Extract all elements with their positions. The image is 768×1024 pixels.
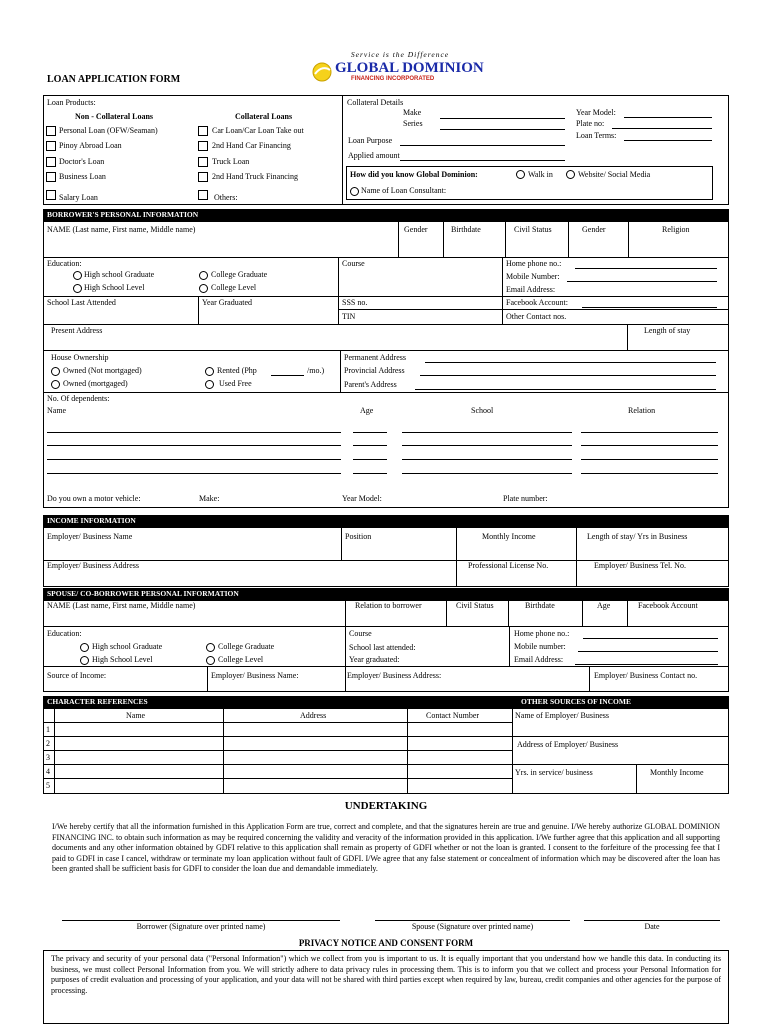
- length-stay-business-label: Length of stay/ Yrs in Business: [587, 532, 688, 541]
- other-years-label: Yrs. in service/ business: [515, 768, 593, 777]
- dependents-label: No. Of dependents:: [47, 394, 110, 403]
- option-2nd-hand-truck: 2nd Hand Truck Financing: [212, 172, 298, 181]
- borrower-section-header: BORROWER'S PERSONAL INFORMATION: [43, 209, 729, 221]
- owned-mortgaged-label: Owned (mortgaged): [63, 379, 128, 388]
- brand-subtitle: FINANCING INCORPORATED: [351, 76, 435, 82]
- globe-icon: [311, 61, 333, 83]
- education-label: Education:: [47, 259, 82, 268]
- radio-spouse-col-level[interactable]: [206, 656, 215, 665]
- length-stay-label: Length of stay: [644, 326, 691, 335]
- option-car-loan: Car Loan/Car Loan Take out: [212, 126, 304, 135]
- plate-no-label: Plate no:: [576, 119, 605, 128]
- option-salary-loan: Salary Loan: [59, 193, 98, 202]
- radio-col-grad[interactable]: [199, 271, 208, 280]
- radio-owned-mortgaged[interactable]: [51, 380, 60, 389]
- tel-no-label: Employer/ Business Tel. No.: [594, 561, 686, 570]
- dep-relation-header: Relation: [628, 406, 656, 415]
- option-personal-loan: Personal Loan (OFW/Seaman): [59, 126, 158, 135]
- privacy-text: The privacy and security of your personal data ("Personal Information") which we collect from you is important to us. It is equally important that you understand how we handle this data. In conducting its business, we must collect Personal Information from you. We will strictly adhere to data privacy rules in processing them. This is to inform you that we collect and process your Personal Information for purposes of credit evaluation and processing of your application, and your data will not be shared with third parties except when required by law, bureau, credit companies and other agencies for the purpose of processing.: [51, 954, 721, 995]
- privacy-title: PRIVACY NOTICE AND CONSENT FORM: [298, 938, 474, 948]
- spouse-signature-line[interactable]: [375, 920, 570, 921]
- facebook-label: Facebook Account:: [506, 298, 568, 307]
- how-know-label: How did you know Global Dominion:: [350, 170, 478, 179]
- option-business-loan: Business Loan: [59, 172, 106, 181]
- radio-spouse-col-grad[interactable]: [206, 643, 215, 652]
- school-attended-label: School Last Attended: [47, 298, 116, 307]
- year-model-field[interactable]: [624, 117, 712, 118]
- ref-row-2: 2: [46, 739, 50, 748]
- year-graduated-label: Year Graduated: [202, 298, 253, 307]
- applied-amount-label: Applied amount: [348, 151, 400, 160]
- spouse-contact-label: Employer/ Business Contact no.: [594, 671, 698, 680]
- borrower-signature-line[interactable]: [62, 920, 340, 921]
- owned-not-mortgaged-label: Owned (Not mortgaged): [63, 366, 142, 375]
- radio-col-level[interactable]: [199, 284, 208, 293]
- spouse-col-level-label: College Level: [218, 655, 264, 664]
- vehicle-make-label: Make:: [199, 494, 220, 503]
- checkbox-2nd-hand-truck[interactable]: [198, 172, 208, 182]
- col-grad-label: College Graduate: [211, 270, 268, 279]
- rented-suffix: /mo.): [307, 366, 325, 375]
- used-free-label: Used Free: [219, 379, 252, 388]
- monthly-income-label: Monthly Income: [482, 532, 536, 541]
- collateral-details-title: Collateral Details: [347, 98, 404, 107]
- religion-label: Religion: [662, 225, 690, 234]
- dep-age-header: Age: [360, 406, 374, 415]
- references-title: CHARACTER REFERENCES: [47, 697, 148, 706]
- checkbox-doctors-loan[interactable]: [46, 157, 56, 167]
- position-label: Position: [345, 532, 372, 541]
- email-label: Email Address:: [506, 285, 556, 294]
- spouse-hs-grad-label: High school Graduate: [92, 642, 163, 651]
- mobile-field[interactable]: [567, 281, 717, 282]
- spouse-facebook-label: Facebook Account: [638, 601, 698, 610]
- other-contact-label: Other Contact nos.: [506, 312, 567, 321]
- home-phone-label: Home phone no.:: [506, 259, 562, 268]
- radio-hs-level[interactable]: [73, 284, 82, 293]
- rented-label: Rented (Php: [217, 366, 257, 375]
- radio-spouse-hs-level[interactable]: [80, 656, 89, 665]
- spouse-employer-address-label: Employer/ Business Address:: [347, 671, 442, 680]
- option-others: Others:: [214, 193, 238, 202]
- brand-name: GLOBAL DOMINION: [335, 60, 484, 76]
- permanent-address-label: Permanent Address: [344, 353, 406, 362]
- spouse-home-phone-label: Home phone no.:: [514, 629, 570, 638]
- checkbox-others[interactable]: [198, 190, 208, 200]
- income-section-header: INCOME INFORMATION: [43, 515, 729, 527]
- other-income-title: OTHER SOURCES OF INCOME: [521, 697, 631, 706]
- loan-products-title: Loan Products:: [47, 98, 96, 107]
- dep-school-header: School: [471, 406, 494, 415]
- loan-purpose-field[interactable]: [400, 145, 565, 146]
- ref-row-1: 1: [46, 725, 50, 734]
- loan-purpose-label: Loan Purpose: [348, 136, 393, 145]
- civil-status-label: Civil Status: [514, 225, 552, 234]
- option-truck-loan: Truck Loan: [212, 157, 250, 166]
- tagline: Service is the Difference: [350, 50, 450, 59]
- vehicle-year-model-label: Year Model:: [342, 494, 382, 503]
- borrower-signature-label: Borrower (Signature over printed name): [136, 922, 266, 931]
- spouse-birthdate-label: Birthdate: [525, 601, 555, 610]
- motor-vehicle-label: Do you own a motor vehicle:: [47, 494, 141, 503]
- non-collateral-header: Non - Collateral Loans: [75, 112, 153, 121]
- radio-used-free[interactable]: [205, 380, 214, 389]
- loan-terms-field[interactable]: [624, 140, 712, 141]
- spouse-hs-level-label: High School Level: [92, 655, 153, 664]
- mobile-label: Mobile Number:: [506, 272, 560, 281]
- house-ownership-label: House Ownership: [51, 353, 109, 362]
- spouse-mobile-label: Mobile number:: [514, 642, 566, 651]
- col-level-label: College Level: [211, 283, 257, 292]
- company-logo: [311, 60, 491, 86]
- spouse-email-field[interactable]: [575, 664, 718, 665]
- sss-label: SSS no.: [342, 298, 368, 307]
- course-label: Course: [342, 259, 365, 268]
- present-address-label: Present Address: [51, 326, 103, 335]
- borrower-name-label: NAME (Last name, First name, Middle name): [47, 225, 196, 234]
- other-monthly-label: Monthly Income: [650, 768, 704, 777]
- radio-consultant[interactable]: [350, 187, 359, 196]
- ref-row-3: 3: [46, 753, 50, 762]
- series-label: Series: [403, 119, 423, 128]
- consultant-label: Name of Loan Consultant:: [361, 186, 447, 195]
- provincial-address-label: Provincial Address: [344, 366, 405, 375]
- tin-label: TIN: [342, 312, 356, 321]
- radio-hs-grad[interactable]: [73, 271, 82, 280]
- checkbox-pinoy-abroad-loan[interactable]: [46, 141, 56, 151]
- spouse-home-phone-field[interactable]: [583, 638, 718, 639]
- option-pinoy-abroad-loan: Pinoy Abroad Loan: [59, 141, 122, 150]
- checkbox-personal-loan[interactable]: [46, 126, 56, 136]
- references-section-header: [43, 696, 729, 708]
- facebook-field[interactable]: [582, 307, 717, 308]
- spouse-employer-name-label: Employer/ Business Name:: [211, 671, 299, 680]
- website-label: Website/ Social Media: [578, 170, 651, 179]
- ref-contact-header: Contact Number: [426, 711, 480, 720]
- license-label: Professional License No.: [468, 561, 549, 570]
- hs-grad-label: High school Graduate: [84, 270, 155, 279]
- undertaking-title: UNDERTAKING: [344, 800, 428, 812]
- form-title: LOAN APPLICATION FORM: [47, 74, 181, 85]
- gender-label: Gender: [404, 225, 428, 234]
- home-phone-field[interactable]: [575, 268, 717, 269]
- plate-no-field[interactable]: [612, 128, 712, 129]
- parents-address-field[interactable]: [415, 389, 716, 390]
- radio-spouse-hs-grad[interactable]: [80, 643, 89, 652]
- spouse-col-grad-label: College Graduate: [218, 642, 275, 651]
- permanent-address-field[interactable]: [425, 362, 716, 363]
- radio-owned-not-mortgaged[interactable]: [51, 367, 60, 376]
- applied-amount-field[interactable]: [400, 160, 565, 161]
- spouse-course-label: Course: [349, 629, 372, 638]
- option-doctors-loan: Doctor's Loan: [59, 157, 105, 166]
- employer-address-label: Employer/ Business Address: [47, 561, 139, 570]
- spouse-civil-status-label: Civil Status: [456, 601, 494, 610]
- checkbox-truck-loan[interactable]: [198, 157, 208, 167]
- dep-name-header: Name: [47, 406, 67, 415]
- radio-website[interactable]: [566, 170, 575, 179]
- vehicle-plate-label: Plate number:: [503, 494, 548, 503]
- undertaking-text: I/We hereby certify that all the information furnished in this Application Form are true, correct and complete, and that the signatures herein are true and genuine. I/We hereby authorize GLOBAL DOMINION FINANCING INC. to obtain such information as may be required concerning the validity and veracity of the information provided in this application. I/We further agree that this application and all supporting documents and any other information obtained by GDFI relative to this application shall remain as property of GDFI whether or not the loan is granted. I consent to the forfeiture of the processing fee that I paid to GDFI in case I cancel, withdraw or terminate my loan application without fault of GDFI. I/We agree that any false statement or concealment of information which may be discovered after the loan has been granted shall be sufficient basis for GDFI to consider the loan due and demandable immediately.: [52, 822, 720, 873]
- spouse-mobile-field[interactable]: [578, 651, 718, 652]
- spouse-year-grad-label: Year graduated:: [349, 655, 400, 664]
- checkbox-2nd-hand-car[interactable]: [198, 141, 208, 151]
- provincial-address-field[interactable]: [420, 375, 716, 376]
- ref-name-header: Name: [126, 711, 146, 720]
- other-employer-address-label: Address of Employer/ Business: [517, 740, 619, 749]
- series-field[interactable]: [440, 129, 565, 130]
- make-label: Make: [403, 108, 422, 117]
- spouse-age-label: Age: [597, 601, 611, 610]
- checkbox-business-loan[interactable]: [46, 172, 56, 182]
- spouse-school-label: School last attended:: [349, 643, 416, 652]
- employer-name-label: Employer/ Business Name: [47, 532, 133, 541]
- checkbox-car-loan[interactable]: [198, 126, 208, 136]
- gender2-label: Gender: [582, 225, 606, 234]
- spouse-name-label: NAME (Last name, First name, Middle name): [47, 601, 196, 610]
- date-line[interactable]: [584, 920, 720, 921]
- borrower-box: [43, 221, 729, 508]
- option-2nd-hand-car: 2nd Hand Car Financing: [212, 141, 291, 150]
- spouse-education-label: Education:: [47, 629, 82, 638]
- spouse-signature-label: Spouse (Signature over printed name): [411, 922, 534, 931]
- birthdate-label: Birthdate: [451, 225, 481, 234]
- walk-in-label: Walk in: [528, 170, 553, 179]
- loan-terms-label: Loan Terms:: [576, 131, 617, 140]
- rented-amount-field[interactable]: [271, 375, 304, 376]
- hs-level-label: High School Level: [84, 283, 145, 292]
- ref-row-5: 5: [46, 781, 50, 790]
- spouse-section-header: SPOUSE/ CO-BORROWER PERSONAL INFORMATION: [43, 588, 729, 600]
- other-employer-name-label: Name of Employer/ Business: [515, 711, 609, 720]
- make-field[interactable]: [440, 118, 565, 119]
- parents-address-label: Parent's Address: [344, 380, 397, 389]
- date-label: Date: [644, 922, 660, 931]
- radio-walk-in[interactable]: [516, 170, 525, 179]
- ref-row-4: 4: [46, 767, 50, 776]
- year-model-label: Year Model:: [576, 108, 616, 117]
- ref-address-header: Address: [300, 711, 327, 720]
- radio-rented[interactable]: [205, 367, 214, 376]
- relation-label: Relation to borrower: [355, 601, 422, 610]
- spouse-email-label: Email Address:: [514, 655, 564, 664]
- checkbox-salary-loan[interactable]: [46, 190, 56, 200]
- collateral-header: Collateral Loans: [235, 112, 293, 121]
- source-income-label: Source of Income:: [47, 671, 107, 680]
